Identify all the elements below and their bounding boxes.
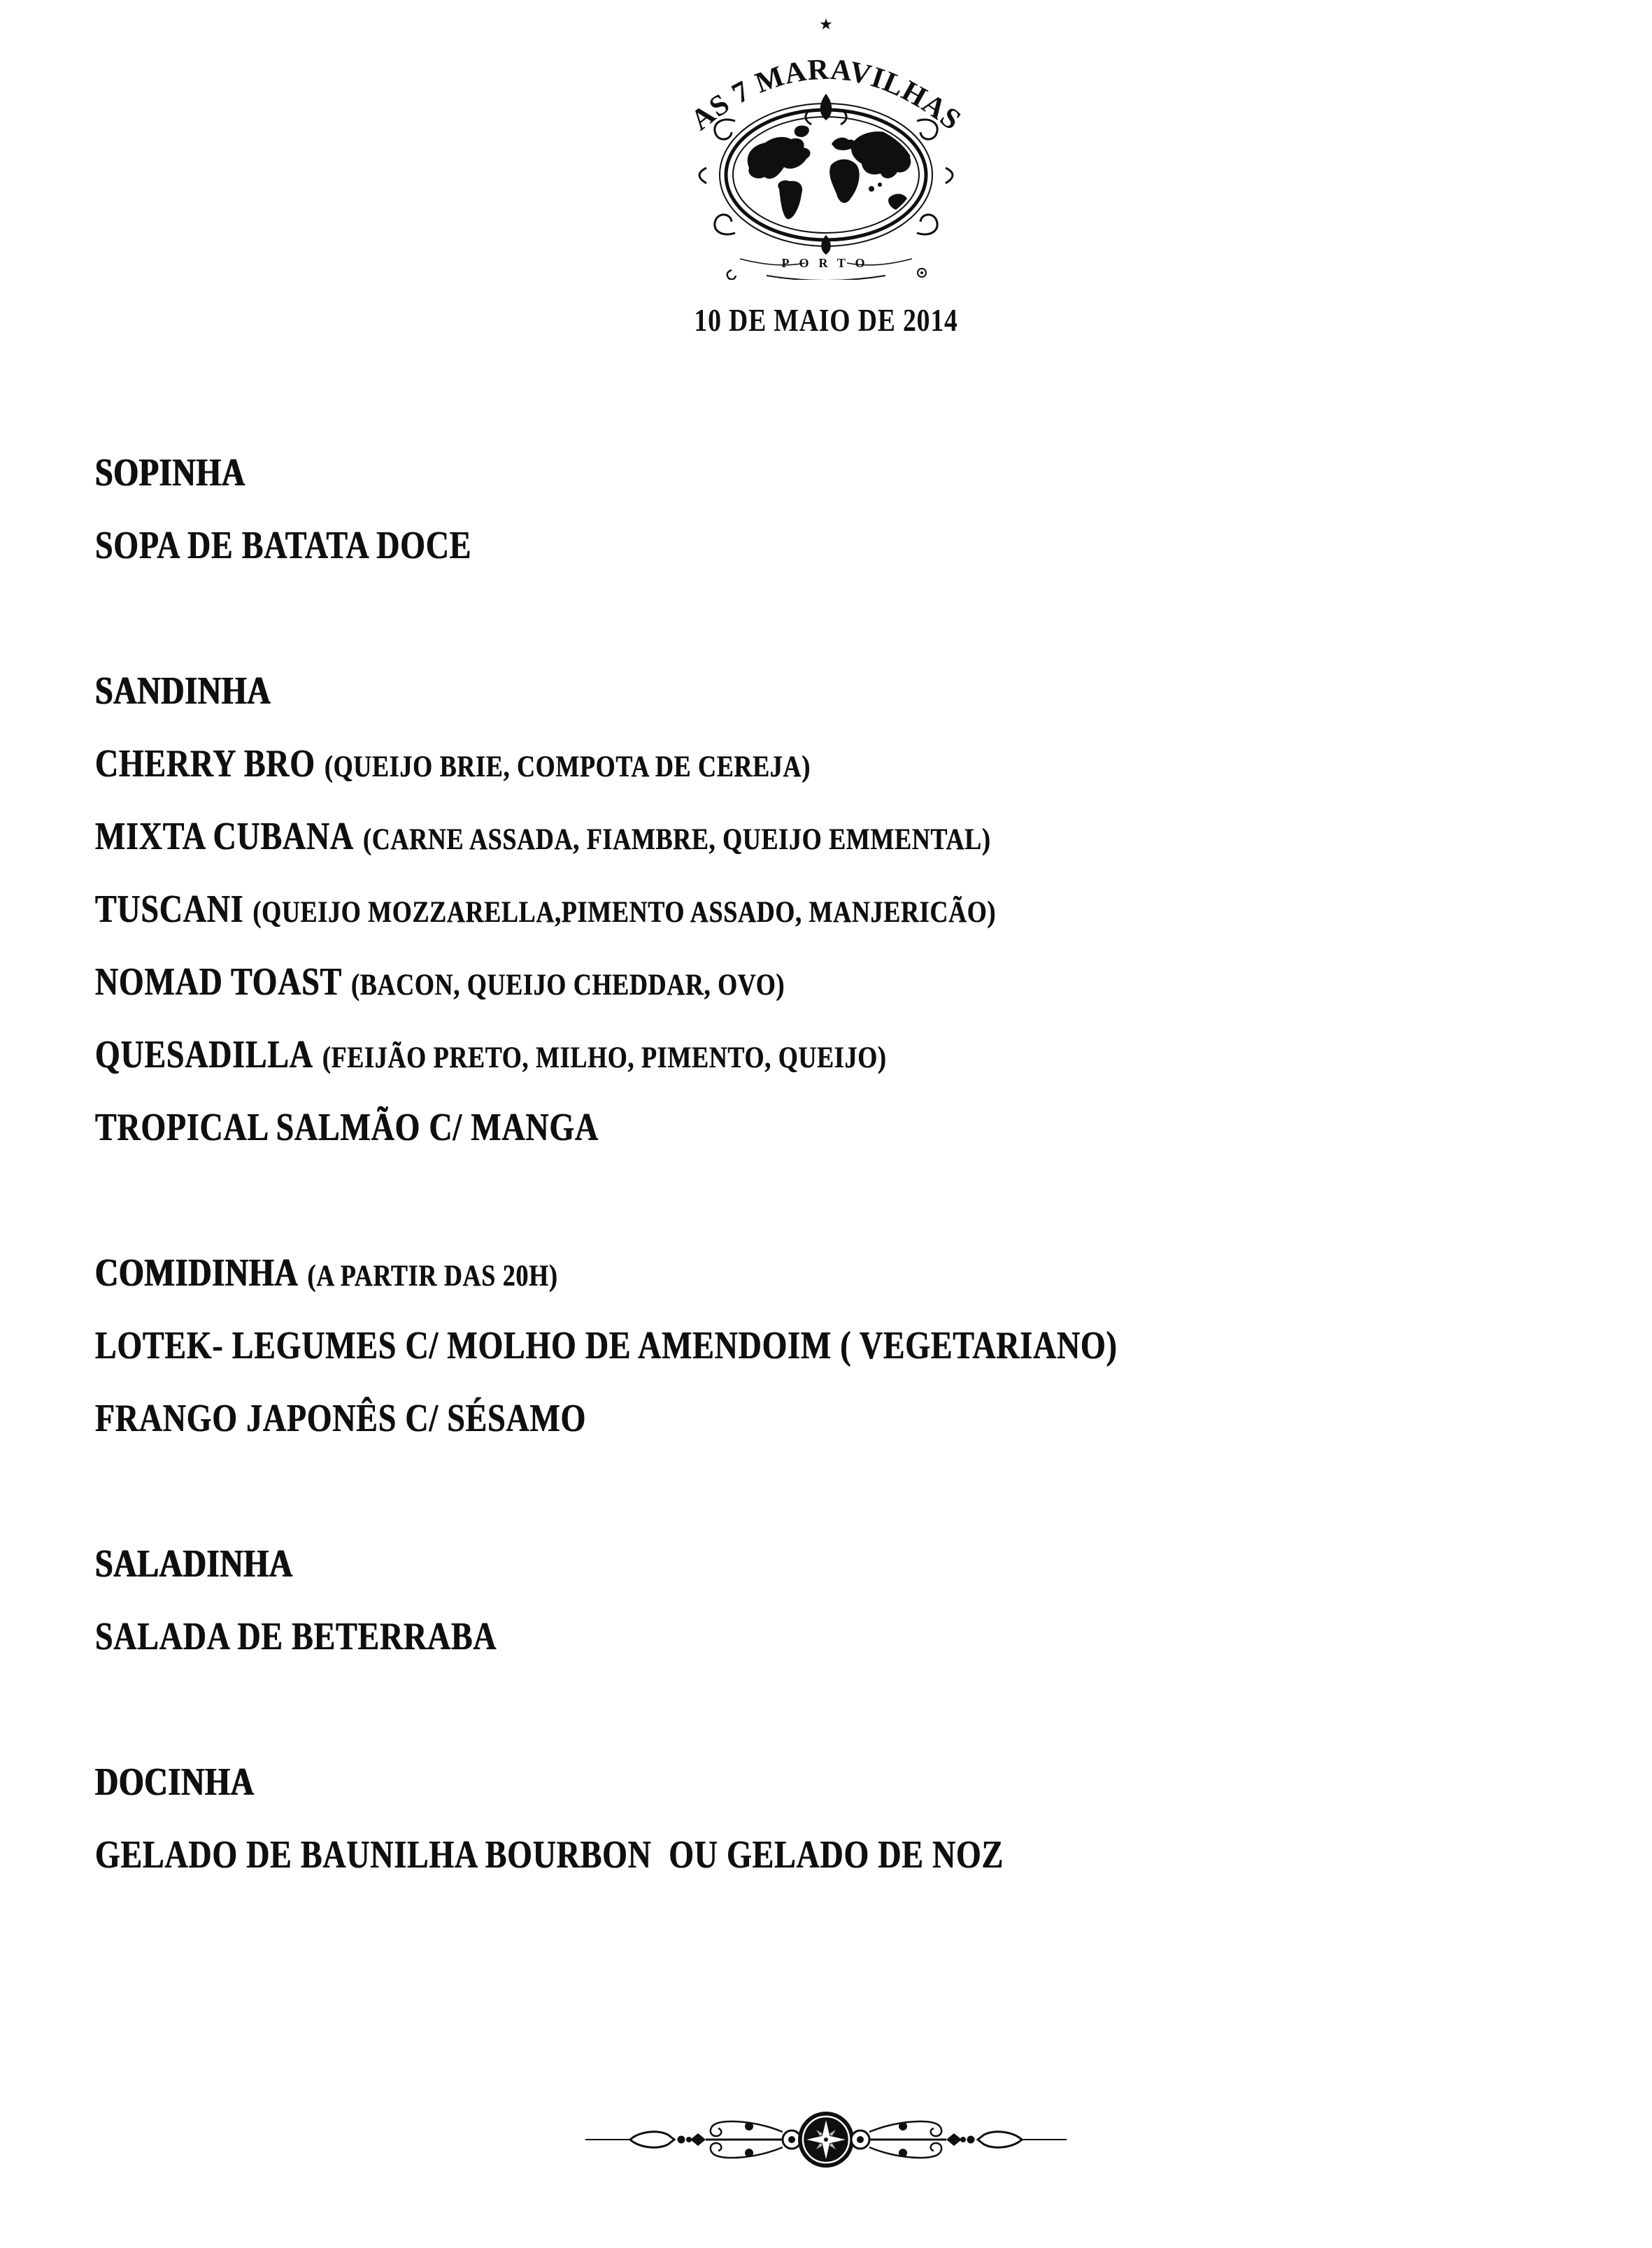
item-detail: (QUEIJO MOZZARELLA,PIMENTO ASSADO, MANJERICÃO) bbox=[252, 895, 997, 929]
section-title-docinha bbox=[95, 1746, 1652, 1819]
section-title-comidinha bbox=[95, 1237, 1652, 1309]
menu-item bbox=[95, 946, 1652, 1018]
item-detail: (FEIJÃO PRETO, MILHO, PIMENTO, QUEIJO) bbox=[322, 1041, 887, 1074]
section-title-text: COMIDINHA bbox=[95, 1251, 299, 1295]
item-name: SALADA DE BETERRABA bbox=[95, 1615, 497, 1658]
item-name: QUESADILLA bbox=[95, 1033, 313, 1076]
item-detail: (QUEIJO BRIE, COMPOTA DE CEREJA) bbox=[324, 750, 811, 783]
section-title-text: SOPINHA bbox=[95, 451, 245, 495]
menu-item bbox=[95, 1819, 1652, 1891]
menu-item bbox=[95, 727, 1652, 800]
star-icon: ★ bbox=[819, 16, 833, 34]
item-detail: (CARNE ASSADA, FIAMBRE, QUEIJO EMMENTAL) bbox=[363, 823, 991, 856]
section-title-text: SANDINHA bbox=[95, 669, 271, 713]
lotus-ornament-bottom-icon bbox=[821, 235, 831, 255]
section-title-sandinha bbox=[95, 655, 1652, 727]
item-detail: (BACON, QUEIJO CHEDDAR, OVO) bbox=[351, 968, 785, 1002]
footer-divider bbox=[0, 2101, 1652, 2182]
menu-date bbox=[0, 301, 1652, 339]
item-name: FRANGO JAPONÊS C/ SÉSAMO bbox=[95, 1397, 587, 1440]
world-map-icon bbox=[748, 125, 911, 219]
section-spacer bbox=[95, 582, 1652, 655]
section-spacer bbox=[95, 1164, 1652, 1237]
item-name: LOTEK- LEGUMES C/ MOLHO DE AMENDOIM ( VEGETARIANO) bbox=[95, 1324, 1118, 1367]
menu-item bbox=[95, 1382, 1652, 1455]
logo-flourish-icon bbox=[699, 111, 953, 234]
anchor-ornament-icon bbox=[727, 270, 736, 279]
logo-title: AS 7 MARAVILHAS bbox=[685, 53, 967, 137]
menu-item bbox=[95, 509, 1652, 582]
menu-item bbox=[95, 1091, 1652, 1164]
section-title-detail: (A PARTIR DAS 20H) bbox=[307, 1259, 558, 1293]
item-name: SOPA DE BATATA DOCE bbox=[95, 524, 472, 567]
menu-item bbox=[95, 873, 1652, 946]
menu-item bbox=[95, 1309, 1652, 1382]
menu-body bbox=[95, 436, 1652, 1891]
menu-item bbox=[95, 1018, 1652, 1091]
logo-emblem-icon bbox=[662, 13, 990, 280]
garland-ornament-icon bbox=[767, 276, 885, 280]
menu-date-text: 10 DE MAIO DE 2014 bbox=[694, 302, 958, 338]
compass-divider-icon bbox=[581, 2101, 1071, 2178]
item-name: GELADO DE BAUNILHA BOURBON OU GELADO DE NOZ bbox=[95, 1833, 1004, 1877]
item-name: TROPICAL SALMÃO C/ MANGA bbox=[95, 1106, 599, 1149]
logo-city bbox=[727, 256, 926, 280]
section-title-text: DOCINHA bbox=[95, 1760, 255, 1804]
item-name: MIXTA CUBANA bbox=[95, 815, 354, 858]
item-name: CHERRY BRO bbox=[95, 742, 315, 785]
rosette-dot-icon bbox=[920, 271, 923, 274]
section-spacer bbox=[95, 1455, 1652, 1528]
item-name: NOMAD TOAST bbox=[95, 960, 343, 1004]
section-title-saladinha bbox=[95, 1528, 1652, 1600]
restaurant-logo bbox=[0, 0, 1652, 283]
section-title-text: SALADINHA bbox=[95, 1542, 293, 1586]
section-title-sopinha bbox=[95, 436, 1652, 509]
menu-item bbox=[95, 1600, 1652, 1673]
item-name: TUSCANI bbox=[95, 888, 244, 931]
logo-city-label: PORTO bbox=[781, 256, 875, 270]
section-spacer bbox=[95, 1673, 1652, 1746]
menu-item bbox=[95, 800, 1652, 873]
